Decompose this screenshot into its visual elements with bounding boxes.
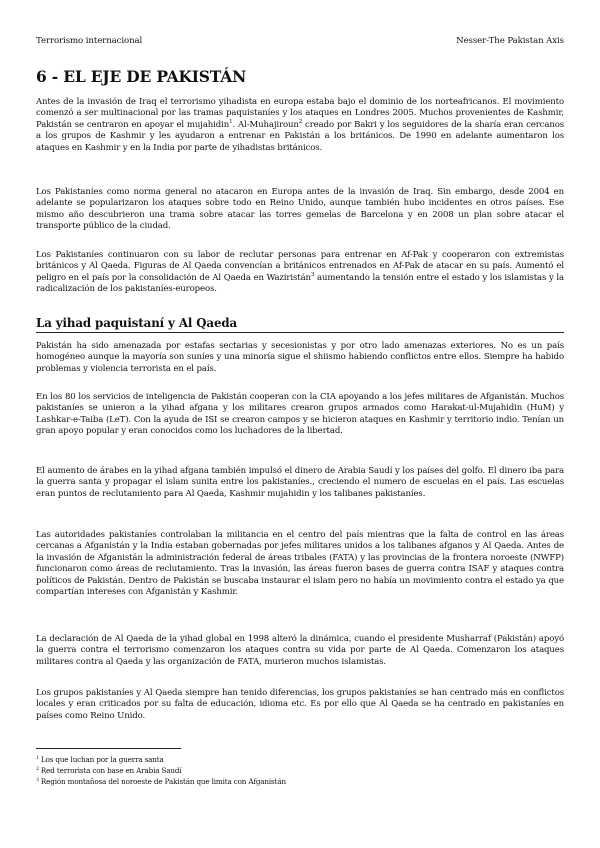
footnote-2: $^2$ Red terrorista con base en Arabia Saudí <box>36 766 182 775</box>
footnote-ref-2: 2 <box>298 118 303 125</box>
footnote-ref-1: 1 <box>229 118 233 125</box>
page-header <box>36 36 564 48</box>
section-paragraph-5: La declaración de Al Qaeda de la yihad global en 1998 alteró la dinámica, cuando el presidente Musharraf (Pakistán) apoyó la guerra contra el terrorismo comenzaron los ataques contra su vida por parte de Al Qaeda. Comenzaron los ataques militares contra al Qaeda y las organización de FATA, murieron muchos islamistas. <box>36 634 564 667</box>
section-heading: La yihad paquistaní y Al Qaeda <box>36 316 564 333</box>
footnote-1: $^1$ Los que luchan por la guerra santa <box>36 755 164 764</box>
header-right: Nesser-The Pakistan Axis <box>456 36 564 46</box>
intro-paragraph-3: Los Pakistaníes continuaron con su labor de reclutar personas para entrenar en Af-Pak y cooperaron con extremistas británicos y Al Qaeda. Figuras de Al Qaeda convencían a británicos entrenados en Af-Pak de atacar en su país. Aumentó el peligro en el país por la consolidación de Al Qaeda en Waziristán$^3$ aumentando la tensión entre el estado y los islamistas y la radicalización de los pakistaníes-europeos. <box>36 250 564 295</box>
section-paragraph-4: Las autoridades pakistaníes controlaban la militancia en el centro del país mientras que la falta de control en las áreas cercanas a Afganistán y la India estaban gobernadas por jefes militares unidos a los talibanes afganos y Al Qaeda. Antes de la invasión de Afganistán la administración federal de áreas tribales (FATA) y las provincias de la frontera noroeste (NWFP) funcionaron como áreas de reclutamiento. Tras la invasión, las áreas fueron bases de guerra contra ISAF y ataques contra políticos de Pakistán. Dentro de Pakistán se buscaba instaurar el islam pero no había un movimiento contra el estado ya que compartían intereses con Afganistán y Kashmir. <box>36 530 564 598</box>
footnote-ref-3: 3 <box>310 271 315 278</box>
header-left: Terrorismo internacional <box>36 36 143 46</box>
intro-paragraph-1: Antes de la invasión de Iraq el terrorismo yihadista en europa estaba bajo el dominio de los norteafricanos. El movimiento comenzó a ser multinacional por las tramas paquistaníes y los ataques en Londres 2005. Muchos provenientes de Kashmir, Pakistán se centraron en apoyar el mujahidin$^1$. Al-Muhajiroun$^2$ creado por Bakri y los seguidores de la sharía eran cercanos a los grupos de Kashmir y les ayudaron a entrenar en Pakistán a los británicos. De 1990 en adelante aumentaron los ataques en Kashmir y en la India por parte de yihadistas británicos. <box>36 97 565 153</box>
section-paragraph-2: En los 80 los servicios de inteligencia de Pakistán cooperan con la CIA apoyando a los jefes militares de Afganistán. Muchos pakistaníes se unieron a la yihad afgana y los militares crearon grupos armados como Harakat-ul-Mujahidin (HuM) y Lashkar-e-Taiba (LeT). Con la ayuda de ISI se crearon campos y se hicieron ataques en Kashmir y territorio indio. Tenían un gran apoyo popular y eran conocidos como los luchadores de la libertad. <box>36 392 564 437</box>
section-paragraph-3: El aumento de árabes en la yihad afgana también impulsó el dinero de Arabia Saudí y los países del golfo. El dinero iba para la guerra santa y propagar el islam sunita entre los pakistaníes., creciendo el numero de escuelas en el país. Las escuelas eran puntos de reclutamiento para Al Qaeda, Kashmir mujahidin y los talibanes pakistaníes. <box>36 466 564 499</box>
section-paragraph-1: Pakistán ha sido amenazada por estafas sectarias y secesionistas y por otro lado amenazas exteriores. No es un país homogéneo aunque la mayoría son suníes y una minoría sigue el shiismo habiendo conflictos entre ellos. Siempre ha habido problemas y violencia terrorista en el país. <box>36 341 564 374</box>
intro-paragraph-2: Los Pakistaníes como norma general no atacaron en Europa antes de la invasión de Iraq. Sin embargo, desde 2004 en adelante se popularizaron los ataques sobre todo en Reino Unido, aunque también hubo incidentes en otros países. Ese mismo año descubrieron una trama sobre atacar las torres gemelas de Barcelona y en 2008 un plan sobre atacar el transporte público de la ciudad. <box>36 187 564 232</box>
footnote-3: $^3$ Región montañosa del noroeste de Pakistán que limita con Afganistán <box>36 777 286 786</box>
chapter-title: 6 - EL EJE DE PAKISTÁN <box>36 67 247 86</box>
section-paragraph-6: Los grupos pakistaníes y Al Qaeda siempre han tenido diferencias, los grupos pakistaníes se han centrado más en conflictos locales y eran criticados por su falta de educación, idioma etc. Es por ello que Al Qaeda se ha centrado en pakistaníes en países como Reino Unido. <box>36 688 564 721</box>
footnote-divider <box>36 748 181 749</box>
